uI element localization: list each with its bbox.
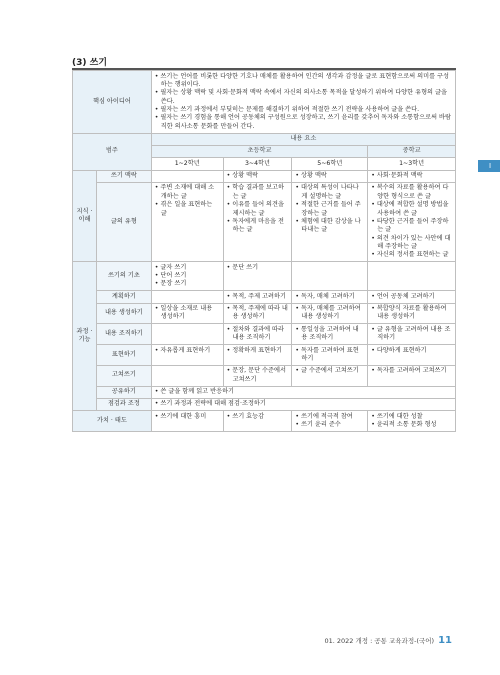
- table-row: [73, 324, 456, 345]
- content-item: • 대상에 적합한 설명 방법을 사용하여 쓴 글: [371, 201, 449, 217]
- content-cell: [368, 411, 456, 432]
- table-row: [73, 182, 456, 261]
- content-item: • 다양하게 표현하기: [371, 346, 427, 354]
- content-cell: [223, 303, 292, 324]
- content-item: • 쓰기 윤리 준수: [295, 421, 341, 429]
- content-cell: [223, 262, 292, 291]
- table-row: [73, 386, 456, 398]
- content-cell: [223, 365, 292, 386]
- core-idea-item: • 필자는 쓰기 과정에서 부딪히는 문제를 해결하기 위하여 적절한 쓰기 전략을 사용하여 글을 쓴다.: [154, 105, 420, 113]
- content-item: • 쓴 글을 함께 읽고 반응하기: [154, 388, 235, 395]
- content-item: • 상황 맥락: [295, 172, 327, 180]
- content-item: • 복합양식 자료를 활용하여 내용 생성하기: [371, 305, 447, 321]
- content-cell: [292, 303, 368, 324]
- content-item: • 주변 소재에 대해 소개하는 글: [154, 184, 215, 200]
- content-cell: [151, 291, 223, 303]
- content-item: • 의견 차이가 있는 사안에 대해 주장하는 글: [371, 234, 451, 250]
- content-cell: [292, 262, 368, 291]
- content-cell: [151, 324, 223, 345]
- knowledge-section: [73, 170, 456, 262]
- content-cell: [368, 324, 456, 345]
- content-cell: [292, 365, 368, 386]
- category-header: 범주: [73, 133, 152, 170]
- content-item: • 통일성을 고려하여 내용 조직하기: [295, 325, 359, 342]
- content-cell: [151, 365, 223, 386]
- content-item: • 문장 쓰기: [154, 280, 187, 288]
- content-item: • 글자 쓰기: [154, 263, 187, 271]
- content-cell: [223, 324, 292, 345]
- subcategory-label: 내용 생성하기: [96, 303, 151, 324]
- content-item: • 문장, 문단 수준에서 고쳐쓰기: [226, 367, 286, 383]
- core-ideas-row: [73, 71, 456, 134]
- table-row: [73, 398, 456, 410]
- content-item: • 쓰기 과정과 전략에 대해 점검·조정하기: [154, 400, 266, 408]
- table-row: [73, 303, 456, 324]
- content-cell: [292, 182, 368, 261]
- footer-text: 01. 2022 개정 : 공통 교육과정-(국어): [324, 637, 435, 645]
- content-item: • 쓰기에 적극적 참여: [295, 412, 353, 420]
- content-item: • 문단 쓰기: [226, 263, 259, 271]
- content-cell: [292, 291, 368, 303]
- content-cell: [151, 411, 223, 432]
- content-cell: [223, 170, 292, 182]
- content-item: • 독자를 고려하여 고쳐쓰기: [371, 367, 447, 375]
- core-ideas-content: [151, 71, 455, 134]
- content-item: • 자신의 정서를 표현하는 글: [371, 251, 449, 259]
- middle-header: 중학교: [368, 145, 456, 157]
- table-row: [73, 345, 456, 366]
- content-cell: [151, 345, 223, 366]
- core-idea-item: • 필자는 상황 맥락 및 사회·문화적 맥락 속에서 자신의 의사소통 목적을 달성하기 위하여 다양한 유형의 글을 쓴다.: [154, 89, 447, 105]
- content-cell: [151, 303, 223, 324]
- subcategory-label: 내용 조직하기: [96, 324, 151, 345]
- content-cell: [292, 170, 368, 182]
- content-elements-header: 내용 요소: [151, 133, 455, 145]
- content-item: • 언어 공동체 고려하기: [371, 292, 435, 300]
- content-item: • 독자, 매체를 고려하여 내용 생성하기: [295, 305, 361, 321]
- values-section: [73, 411, 456, 432]
- subcategory-label: 계획하기: [96, 291, 151, 303]
- content-item: • 사회·문화적 맥락: [371, 172, 423, 180]
- content-cell: [151, 386, 455, 398]
- subcategory-label: 고쳐쓰기: [96, 365, 151, 386]
- core-idea-item: • 필자는 쓰기 경험을 통해 언어 공동체의 구성원으로 성장하고, 쓰기 윤리를 갖추어 독자와 소통함으로써 바람직한 의사소통 문화를 만들어 간다.: [154, 114, 451, 130]
- category-label: 과정 · 기능: [73, 262, 97, 411]
- content-cell: [223, 411, 292, 432]
- curriculum-table: [72, 70, 456, 432]
- content-cell: [151, 170, 223, 182]
- category-label: 가치 · 태도: [73, 411, 152, 432]
- page-footer: [324, 635, 452, 646]
- core-idea-item: • 쓰기는 언어를 비롯한 다양한 기호나 매체를 활용하여 인간의 생각과 감정을 글로 표현함으로써 의미를 구성하는 행위이다.: [154, 72, 449, 88]
- subcategory-label: 표현하기: [96, 345, 151, 366]
- content-cell: [223, 345, 292, 366]
- grade-header: 5~6학년: [292, 158, 368, 170]
- content-cell: [223, 291, 292, 303]
- table-row: [73, 411, 456, 432]
- content-item: • 절차와 결과에 따라 내용 조직하기: [226, 325, 284, 342]
- content-item: • 글 유형을 고려하여 내용 조직하기: [371, 325, 451, 342]
- section-title: (3) 쓰기: [72, 58, 108, 68]
- content-cell: [292, 345, 368, 366]
- content-item: • 상황 맥락: [226, 172, 259, 180]
- content-item: • 쓰기에 대한 성찰: [371, 412, 423, 420]
- header-row-1: [73, 133, 456, 145]
- subcategory-label: 점검과 조정: [96, 398, 151, 410]
- content-item: • 독자, 매체 고려하기: [295, 292, 355, 300]
- content-item: • 자유롭게 표현하기: [154, 346, 211, 354]
- content-item: • 겪은 일을 표현하는 글: [154, 201, 213, 217]
- content-cell: [368, 182, 456, 261]
- content-cell: [368, 291, 456, 303]
- content-item: • 타당한 근거를 들어 주장하는 글: [371, 217, 449, 234]
- content-item: • 적절한 근거를 들어 주장하는 글: [295, 201, 361, 217]
- content-cell: [151, 398, 455, 410]
- table-row: [73, 170, 456, 182]
- content-cell: [151, 182, 223, 261]
- content-item: • 체험에 대한 감상을 나타내는 글: [295, 217, 361, 234]
- table-row: [73, 291, 456, 303]
- content-item: • 목적, 주제 고려하기: [226, 292, 286, 300]
- grade-header: 3~4학년: [223, 158, 292, 170]
- content-item: • 쓰기에 대한 흥미: [154, 412, 207, 420]
- content-cell: [368, 345, 456, 366]
- chapter-tab-label: I: [489, 162, 492, 170]
- content-item: • 복수의 자료를 활용하여 다양한 형식으로 쓴 글: [371, 184, 449, 200]
- content-cell: [368, 303, 456, 324]
- grade-header: 1~3학년: [368, 158, 456, 170]
- content-item: • 쓰기 효능감: [226, 412, 265, 420]
- content-item: • 대상의 특성이 나타나게 설명하는 글: [295, 184, 359, 200]
- category-label: 지식 · 이해: [73, 170, 97, 262]
- table-row: [73, 262, 456, 291]
- table-row: [73, 365, 456, 386]
- content-cell: [368, 170, 456, 182]
- page-number: 11: [438, 635, 452, 646]
- content-item: • 독자에게 마음을 전하는 글: [226, 217, 284, 234]
- content-item: • 학습 결과를 보고하는 글: [226, 184, 284, 200]
- content-cell: [223, 182, 292, 261]
- content-item: • 일상을 소재로 내용 생성하기: [154, 305, 213, 321]
- content-item: • 윤리적 소통 문화 형성: [371, 421, 437, 429]
- content-item: • 이유를 들어 의견을 제시하는 글: [226, 201, 284, 217]
- content-item: • 정확하게 표현하기: [226, 346, 283, 354]
- content-cell: [368, 365, 456, 386]
- process-section: [73, 262, 456, 411]
- content-item: • 단어 쓰기: [154, 272, 187, 280]
- elementary-header: 초등학교: [151, 145, 367, 157]
- content-cell: [151, 262, 223, 291]
- content-item: • 글 수준에서 고쳐쓰기: [295, 367, 359, 375]
- subcategory-label: 공유하기: [96, 386, 151, 398]
- content-item: • 목적, 주제에 따라 내용 생성하기: [226, 305, 288, 321]
- content-item: • 독자를 고려하여 표현하기: [295, 346, 359, 362]
- subcategory-label: 쓰기의 기초: [96, 262, 151, 291]
- content-cell: [292, 324, 368, 345]
- subcategory-label: 글의 유형: [96, 182, 151, 261]
- grade-header: 1~2학년: [151, 158, 223, 170]
- core-ideas-label: 핵심 아이디어: [73, 71, 152, 134]
- subcategory-label: 쓰기 맥락: [96, 170, 151, 182]
- content-cell: [292, 411, 368, 432]
- content-cell: [368, 262, 456, 291]
